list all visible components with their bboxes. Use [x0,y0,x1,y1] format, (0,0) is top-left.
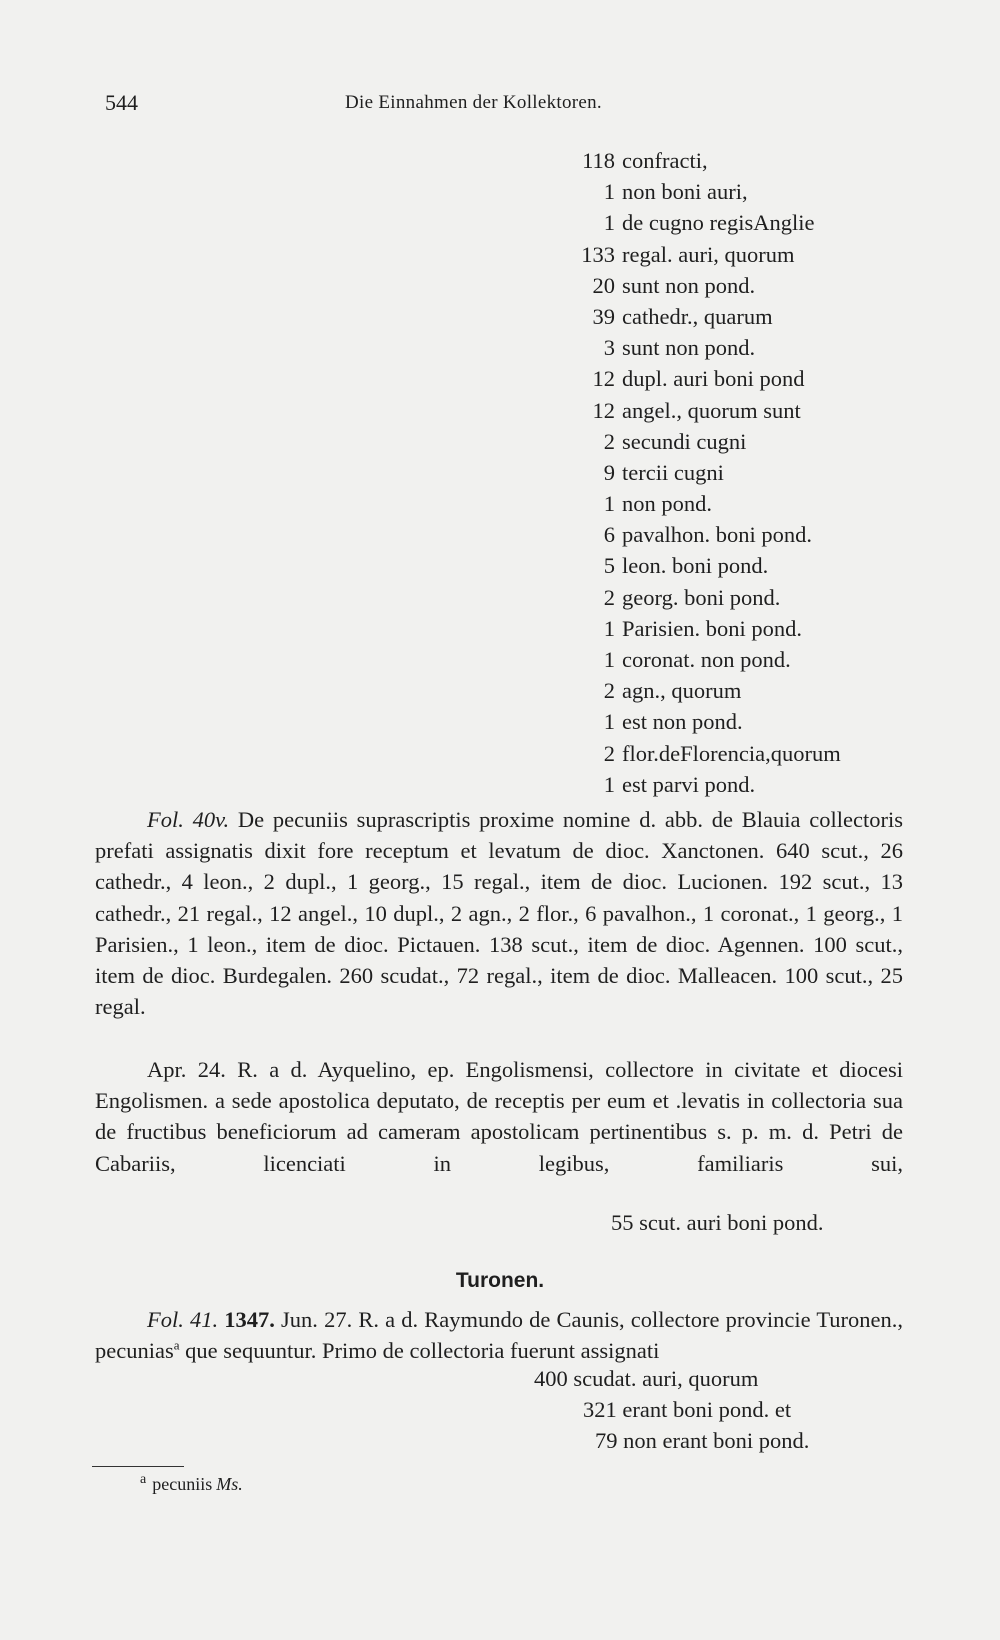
ledger-description: cathedr., quarum [622,303,773,329]
ledger-description: georg. boni pond. [622,584,781,610]
ledger-line [0,647,1000,678]
ledger-line [0,772,1000,803]
paragraph-text: De pecuniis suprascriptis proxime nomine d. abb. de Blauia collectoris prefati assignatis dixit fore receptum et levatum de dioc. Xanctonen. 640 scut., 26 cathedr., 4 leon., 2 dupl., 1 georg., 15 regal., item de dioc. Lucionen. 192 scut., 13 cathedr., 21 regal., 12 angel., 10 dupl., 2 agn., 2 flor., 6 pavalhon., 1 coronat., 1 georg., 1 Parisien., 1 leon., item de dioc. Pictauen. 138 scut., item de dioc. Agennen. 100 scut., item de dioc. Burdegalen. 260 scudat., 72 regal., item de dioc. Malleacen. 100 scut., 25 regal. [95,807,903,1020]
ledger-count: 6 [603,522,615,548]
ledger-description: non pond. [622,491,712,517]
ledger-description: est non pond. [622,709,743,735]
ledger-count: 118 [582,148,615,173]
ledger-description: de cugno regisAnglie [622,210,815,236]
ledger-description: dupl. auri boni pond [622,366,805,392]
page-header [105,90,905,120]
ledger-description: Parisien. boni pond. [622,615,802,641]
running-title: Die Einnahmen der Kollektoren. [345,92,602,113]
ledger-line [0,273,1000,304]
ledger-count: 1 [603,771,615,797]
ledger-description: angel., quorum sunt [622,397,801,423]
amount-line: 55 scut. auri boni pond. [611,1210,824,1235]
ledger-description: regal. auri, quorum [622,241,795,267]
ledger-description: est parvi pond. [622,771,756,797]
ledger-count: 2 [603,740,615,766]
footnote [140,1472,243,1495]
ledger-description: sunt non pond. [622,272,756,298]
ledger-count: 1 [603,210,615,236]
ledger-count: 133 [581,241,615,267]
ledger-line [0,210,1000,241]
ledger-count: 2 [603,678,615,704]
ledger-count: 3 [603,335,615,361]
ledger-description: sunt non pond. [622,335,756,361]
paragraph-text: Apr. 24. R. a d. Ayquelino, ep. Engolismensi, collectore in civitate et diocesi Engolismen. a sede apostolica deputato, de receptis per eum et .levatis in collectoria sua de fructibus beneficiorum ad cameram apostolicam pertinentibus s. p. m. d. Petri de Cabariis, licenciati in legibus, familiaris sui, [95,1057,903,1176]
footnote-marker: a [173,1337,180,1353]
ledger-line [0,304,1000,335]
ledger-line [0,460,1000,491]
footnote-marker: a [140,1472,147,1487]
ledger-line [0,179,1000,210]
year: 1347. [224,1307,275,1332]
ledger-line [0,429,1000,460]
ledger-description: coronat. non pond. [622,647,791,672]
ledger-line [0,678,1000,709]
ledger-list [0,148,1000,803]
amount-line: 400 scudat. auri, quorum [534,1366,759,1391]
ledger-count: 12 [592,397,615,423]
ledger-description: tercii cugni [622,459,724,485]
ledger-count: 1 [603,179,615,205]
folio-reference: Fol. 41. [147,1307,219,1332]
paragraph-text-cont: que sequuntur. Primo de collectoria fuerunt assignati [185,1338,660,1364]
ledger-line [0,335,1000,366]
ledger-count: 39 [592,303,615,329]
ledger-line [0,148,1000,179]
ledger-count: 9 [603,459,615,485]
ledger-description: pavalhon. boni pond. [622,522,812,548]
ledger-line [0,366,1000,397]
ledger-line [0,616,1000,647]
ledger-description: leon. boni pond. [622,553,769,579]
paragraph-text: Jun. 27. R. a d. Raymundo de Caunis, collectore provincie Turonen., pecunias [95,1307,903,1364]
ledger-line [0,709,1000,740]
ledger-count: 2 [603,584,615,610]
ledger-line [0,522,1000,553]
ledger-line [0,491,1000,522]
ledger-count: 20 [592,272,615,298]
ledger-line [0,553,1000,584]
folio-reference: Fol. 40v. [147,807,230,832]
amount-subline: 79 non erant boni pond. [595,1428,810,1453]
ledger-line [0,398,1000,429]
ledger-description: flor.deFlorencia,quorum [622,740,841,766]
ledger-count: 12 [592,366,615,392]
ledger-count: 2 [603,428,615,454]
ledger-count: 1 [603,647,615,672]
ledger-line [0,741,1000,772]
ledger-count: 1 [603,615,615,641]
footnote-divider [92,1466,184,1467]
ledger-description: agn., quorum [622,678,742,704]
ledger-line [0,585,1000,616]
ledger-description: non boni auri, [622,179,748,205]
footnote-text: pecuniis [152,1474,213,1494]
paragraph-fol-41 [95,1304,903,1366]
ledger-count: 5 [603,553,615,579]
ledger-count: 1 [603,709,615,735]
ledger-description: confracti, [622,148,708,173]
page-number: 544 [105,90,138,115]
paragraph-apr-24 [95,1054,903,1179]
ledger-line [0,242,1000,273]
ledger-description: secundi cugni [622,428,747,454]
paragraph-fol-40v [95,804,903,1022]
footnote-source: Ms. [216,1474,243,1494]
ledger-count: 1 [603,491,615,517]
amount-subline: 321 erant boni pond. et [583,1397,792,1422]
section-heading: Turonen. [455,1269,545,1292]
